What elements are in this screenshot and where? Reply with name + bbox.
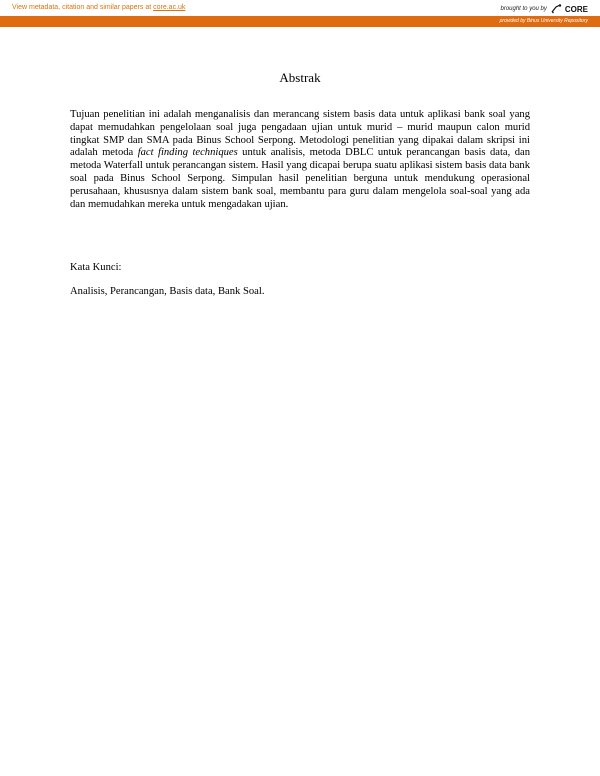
- keywords-label: Kata Kunci:: [70, 262, 122, 273]
- keywords-text: Analisis, Perancangan, Basis data, Bank Soal.: [70, 286, 265, 297]
- page-title: Abstrak: [279, 70, 321, 85]
- abstract-emphasis: fact finding techniques: [137, 147, 238, 159]
- core-metadata-link[interactable]: [12, 4, 185, 11]
- brought-to-you-by[interactable]: [501, 4, 589, 14]
- core-link-prefix: View metadata, citation and similar papers at: [12, 4, 154, 11]
- core-logo-icon: [550, 4, 562, 14]
- brought-by-label: brought to you by: [500, 6, 547, 12]
- abstract-text-2: untuk analisis, metoda DBLC untuk perancangan basis data, dan metoda Waterfall untuk perancangan sistem. Hasil yang dicapai berupa suatu aplikasi sistem basis data bank soal pada Binus School Serpong. Simpulan hasil penelitian berguna untuk mendukung operasional perusahaan, khususnya dalam sistem bank soal, membantu para guru dalam mengelola soal-soal yang ada dan memudahkan mereka untuk mengadakan ujian.: [70, 147, 530, 210]
- core-label: CORE: [564, 4, 588, 14]
- abstract-text-1: Tujuan penelitian ini adalah menganalisis dan merancang sistem basis data untuk aplikasi bank soal yang dapat memudahkan pengelolaan soal juga pengadaan ujian untuk murid – murid maupun calon murid tingkat SMP dan SMA pada Binus School Serpong. Metodologi penelitian yang dipakai dalam skripsi ini adalah metoda: [70, 109, 530, 159]
- provided-by-label: provided by Binus University Repository: [499, 18, 588, 24]
- core-url[interactable]: core.ac.uk: [153, 4, 186, 11]
- core-banner: [0, 0, 600, 16]
- provider-bar: [0, 16, 600, 27]
- abstract-paragraph: [70, 109, 530, 211]
